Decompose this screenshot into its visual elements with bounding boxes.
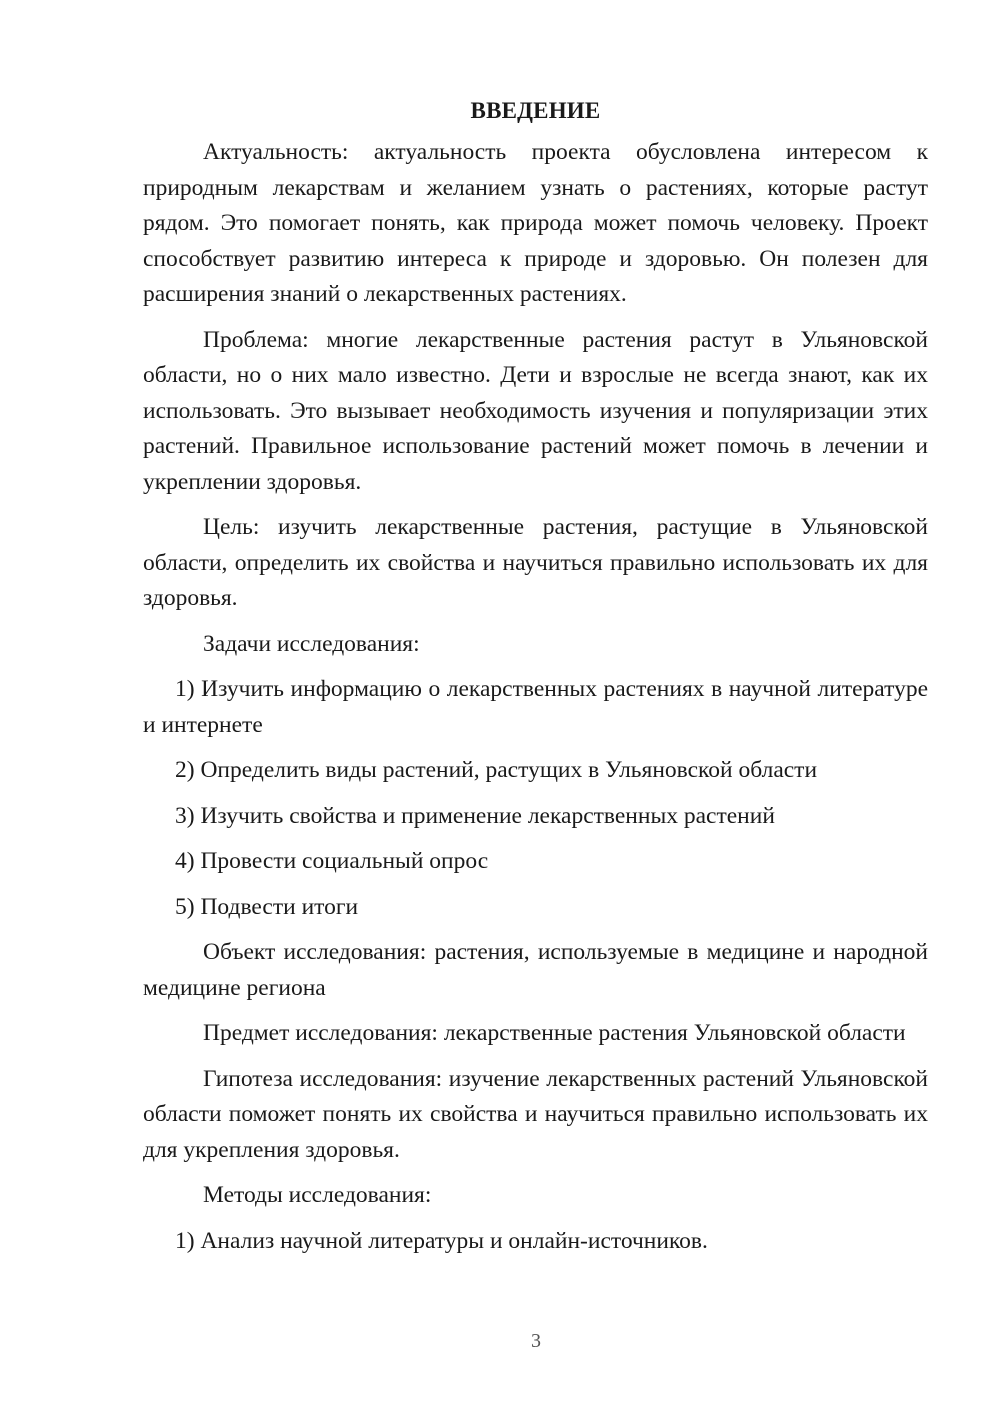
goal-paragraph: Цель: изучить лекарственные растения, растущие в Ульяновской области, определить их свойства и научиться правильно использовать их для здоровья. [143, 514, 928, 611]
page-content [143, 93, 928, 1269]
object-paragraph: Объект исследования: растения, используемые в медицине и народной медицине региона [143, 939, 928, 1001]
methods-heading: Методы исследования: [203, 1182, 432, 1208]
task-item-2: 2) Определить виды растений, растущих в Ульяновской области [175, 757, 818, 783]
problem-paragraph: Проблема: многие лекарственные растения растут в Ульяновской области, но о них мало известно. Дети и взрослые не всегда знают, как их использовать. Это вызывает необходимость изучения и популяризации этих растений. Правильное использование растений может помочь в лечении и укреплении здоровья. [143, 326, 928, 495]
task-item-1: 1) Изучить информацию о лекарственных растениях в научной литературе и интернете [143, 676, 928, 738]
page-title: ВВЕДЕНИЕ [470, 98, 601, 123]
relevance-paragraph: Актуальность: актуальность проекта обусловлена интересом к природным лекарствам и желанием узнать о растениях, которые растут рядом. Это помогает понять, как природа может помочь человеку. Проект способствует развитию интереса к природе и здоровью. Он полезен для расширения знаний о лекарственных растениях. [143, 139, 928, 307]
task-item-3: 3) Изучить свойства и применение лекарственных растений [175, 802, 775, 829]
method-item-1: 1) Анализ научной литературы и онлайн-источников. [175, 1227, 708, 1254]
tasks-heading: Задачи исследования: [203, 630, 420, 657]
subject-paragraph: Предмет исследования: лекарственные растения Ульяновской области [203, 1020, 906, 1046]
task-item-4: 4) Провести социальный опрос [175, 848, 489, 874]
hypothesis-paragraph: Гипотеза исследования: изучение лекарственных растений Ульяновской области поможет понять их свойства и научиться правильно использовать их для укрепления здоровья. [143, 1065, 928, 1163]
task-item-5: 5) Подвести итоги [175, 893, 359, 920]
page-number: 3 [531, 1330, 541, 1352]
